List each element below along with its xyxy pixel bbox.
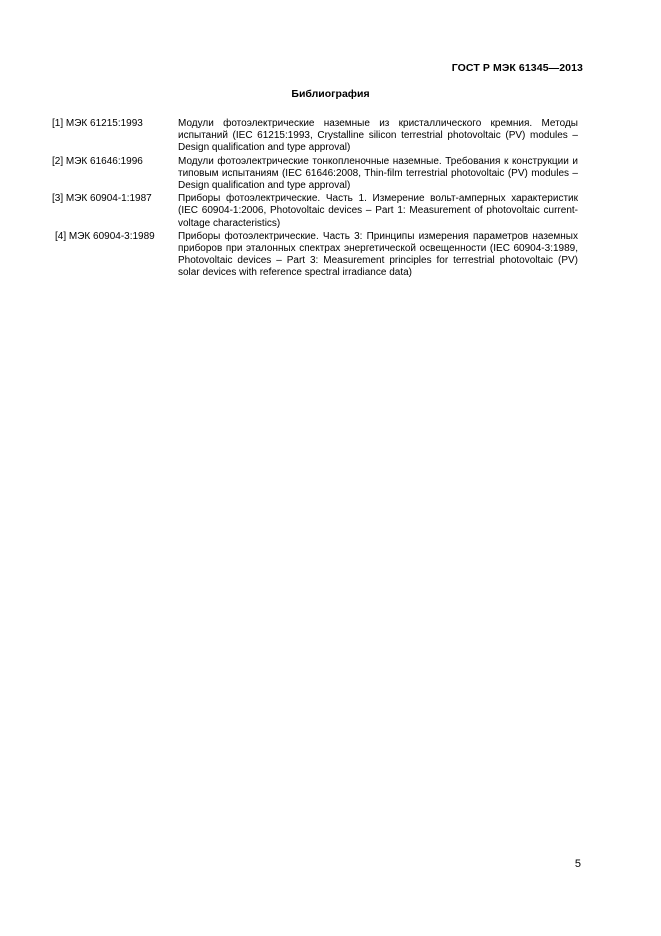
bibliography-entry [52, 231, 578, 280]
reference-description: Приборы фотоэлектрические. Часть 3: Принципы измерения параметров наземных приборов при эталонных спектрах энергетической освещенности (IEC 60904-3:1989, Photovoltaic devices – Part 3: Measurement principles for terrestrial photovoltaic (PV) solar devices with reference spectral irradiance data) [178, 230, 578, 279]
reference-description: Модули фотоэлектрические наземные из кристаллического кремния. Методы испытаний (IEC 61215:1993, Crystalline silicon terrestrial photovoltaic (PV) modules – Design qualification and type approval) [178, 118, 578, 154]
bibliography-entry [52, 156, 578, 193]
reference-description: Приборы фотоэлектрические. Часть 1. Измерение вольт-амперных характеристик (IEC 60904-1:2006, Photovoltaic devices – Part 1: Measurement of photovoltaic current-voltage characteristics) [178, 193, 578, 229]
reference-code: [3] МЭК 60904-1:1987 [52, 193, 152, 205]
document-header-id: ГОСТ Р МЭК 61345—2013 [451, 62, 583, 74]
page-number: 5 [574, 858, 581, 870]
reference-code: [2] МЭК 61646:1996 [52, 155, 143, 167]
reference-code: [1] МЭК 61215:1993 [52, 118, 143, 129]
bibliography-entry [52, 193, 578, 230]
bibliography-list [52, 118, 578, 281]
bibliography-entry [52, 118, 578, 155]
reference-description: Модули фотоэлектрические тонкопленочные наземные. Требования к конструкции и типовым испытаниям (IEC 61646:2008, Thin-film terrestrial photovoltaic (PV) modules – Design qualification and type approval) [178, 155, 578, 192]
reference-code: [4] МЭК 60904-3:1989 [55, 230, 155, 242]
section-title: Библиография [291, 88, 370, 100]
